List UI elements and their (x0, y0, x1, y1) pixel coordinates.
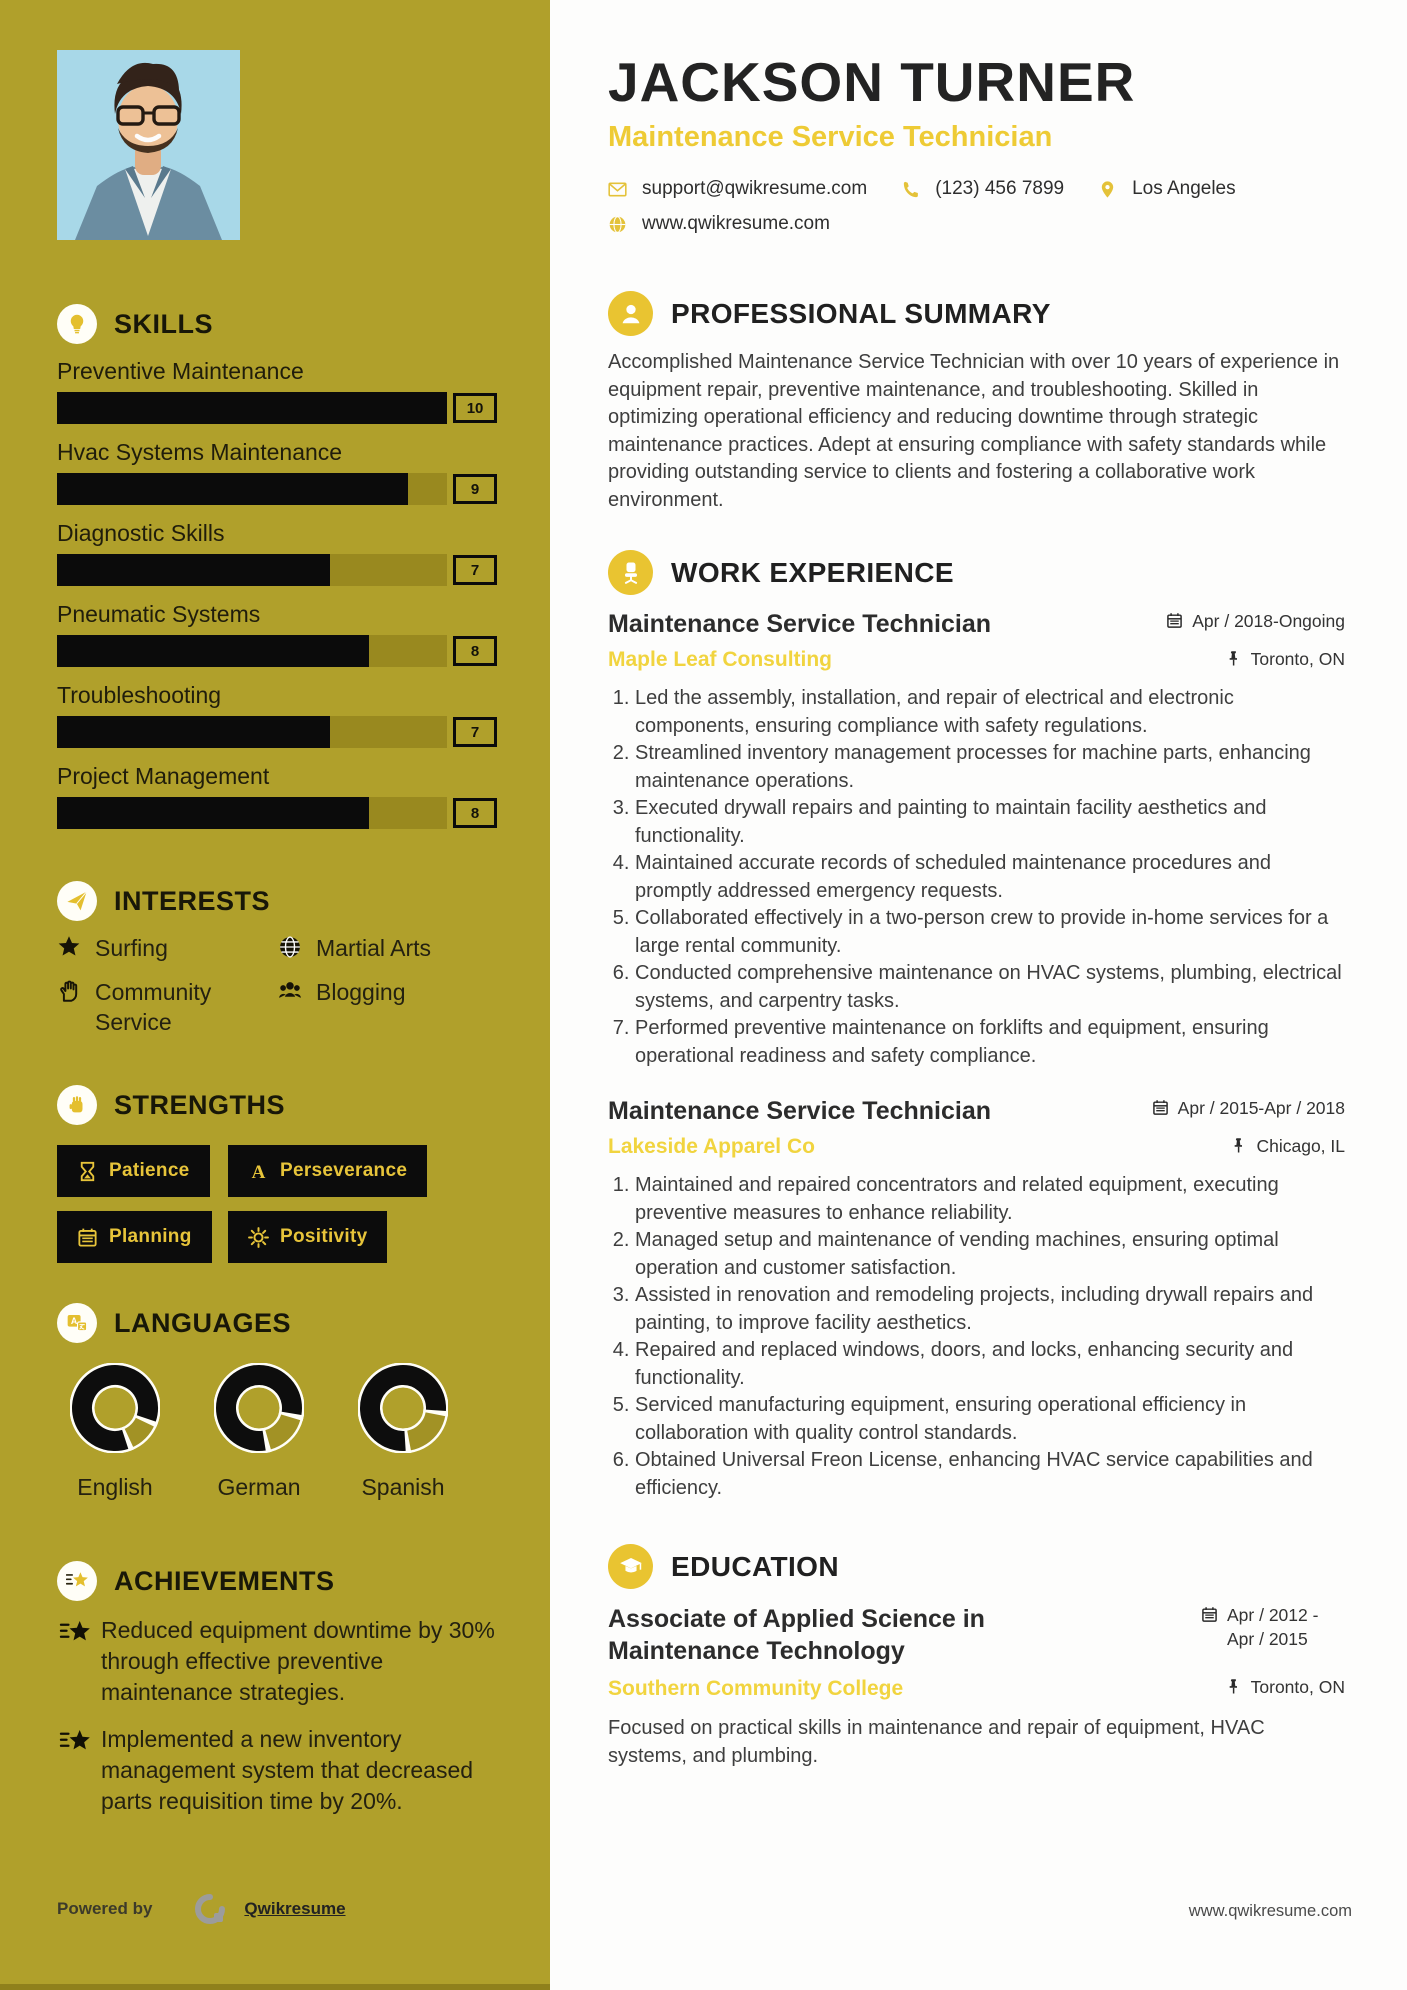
job-bullet: 7. Performed preventive maintenance on forklifts and equipment, ensuring operational readiness and safety compliance. (635, 1015, 1345, 1070)
calendar-icon (77, 1227, 98, 1248)
skill-label: Preventive Maintenance (57, 358, 304, 384)
skill-item (57, 599, 497, 667)
skill-item (57, 437, 497, 505)
education-degree: Associate of Applied Science in Maintenance Technology (608, 1605, 985, 1665)
language-donut-chart (70, 1363, 160, 1453)
summary-text: Accomplished Maintenance Service Technician with over 10 years of experience in equipment repair, preventive maintenance, and troubleshooting. Skilled in optimizing operational efficiency and reducing downtime through strategic maintenance practices. Adept at ensuring compliance with safety standards while providing outstanding service to clients and fostering a collaborative work environment. (608, 351, 1340, 511)
lightbulb-icon (57, 304, 97, 344)
fist-icon (57, 1085, 97, 1125)
footer-site-url: www.qwikresume.com (1188, 1902, 1352, 1920)
education-title: EDUCATION (671, 1550, 839, 1582)
job-bullet: 5. Serviced manufacturing equipment, ensuring operational efficiency in collaboration with quality control standards. (635, 1392, 1345, 1447)
qwikresume-logo (194, 1893, 226, 1925)
job-bullet: 5. Collaborated effectively in a two-person crew to provide in-home services for a large rental community. (635, 905, 1345, 960)
shooting-star-icon (57, 1724, 101, 1817)
language-item (358, 1363, 448, 1501)
strength-chip: Planning (57, 1211, 212, 1263)
job-role: Maintenance Service Technician (608, 610, 992, 638)
job-bullet: 2. Streamlined inventory management processes for machine parts, enhancing maintenance operations. (635, 740, 1345, 795)
candidate-name: JACKSON TURNER (608, 51, 1136, 113)
skill-label: Troubleshooting (57, 682, 222, 708)
job-company: Lakeside Apparel Co (608, 1135, 815, 1158)
skill-bar (57, 473, 447, 505)
skill-bar (57, 716, 447, 748)
interests-section (57, 881, 497, 1037)
hand-icon (57, 979, 83, 1005)
skill-value-badge: 8 (453, 636, 497, 666)
job-location: Chicago, IL (1230, 1134, 1345, 1158)
skill-bar (57, 635, 447, 667)
users-icon (278, 979, 304, 1005)
skill-value-badge: 10 (453, 393, 497, 423)
summary-title: PROFESSIONAL SUMMARY (671, 297, 1051, 329)
contact-phone: (123) 456 7899 (901, 178, 1064, 200)
strengths-title: STRENGTHS (114, 1089, 286, 1120)
contact-website: www.qwikresume.com (608, 213, 830, 235)
achievements-section (57, 1561, 497, 1817)
language-label: German (217, 1474, 301, 1500)
pushpin-icon (1230, 1137, 1247, 1154)
person-icon (608, 291, 653, 336)
contact-location: Los Angeles (1098, 178, 1236, 200)
job-bullet: 6. Obtained Universal Freon License, enhancing HVAC service capabilities and efficiency. (635, 1447, 1345, 1502)
skill-item (57, 356, 497, 424)
map-pin-icon (1098, 180, 1117, 199)
education-dates: Apr / 2012 - Apr / 2015 (1201, 1603, 1345, 1667)
skill-value-badge: 7 (453, 555, 497, 585)
skill-label: Pneumatic Systems (57, 601, 261, 627)
job-bullet: 4. Repaired and replaced windows, doors, and locks, enhancing security and functionality. (635, 1337, 1345, 1392)
skill-item (57, 680, 497, 748)
pushpin-icon (1225, 650, 1242, 667)
job-bullet: 2. Managed setup and maintenance of vending machines, ensuring optimal operation and customer satisfaction. (635, 1227, 1345, 1282)
skill-value-badge: 7 (453, 717, 497, 747)
main-column (608, 0, 1345, 1770)
job-location: Toronto, ON (1225, 647, 1345, 671)
powered-by: Powered by Qwikresume (57, 1893, 346, 1925)
profile-photo (57, 50, 240, 240)
job-entry (608, 609, 1345, 1070)
contact-info (608, 178, 1345, 235)
skill-label: Diagnostic Skills (57, 520, 225, 546)
interest-item: Blogging (278, 977, 497, 1037)
summary-section (608, 291, 1345, 514)
job-role: Maintenance Service Technician (608, 1097, 992, 1125)
strength-chip: Positivity (228, 1211, 387, 1263)
candidate-title: Maintenance Service Technician (608, 121, 1053, 153)
strength-chip: Patience (57, 1145, 210, 1197)
language-donut-chart (214, 1363, 304, 1453)
qwikresume-link[interactable]: Qwikresume (244, 1899, 346, 1918)
translate-icon (57, 1303, 97, 1343)
skills-section (57, 304, 497, 829)
job-bullet-list (608, 1172, 1345, 1502)
skill-item (57, 761, 497, 829)
office-chair-icon (608, 550, 653, 595)
paper-plane-icon (57, 881, 97, 921)
calendar-icon (1201, 1606, 1218, 1623)
calendar-icon (1152, 1099, 1169, 1116)
skill-value-badge: 8 (453, 798, 497, 828)
globe-icon (608, 215, 627, 234)
calendar-icon (1166, 612, 1183, 629)
job-entry (608, 1096, 1345, 1502)
envelope-icon (608, 180, 627, 199)
sidebar (0, 0, 550, 1990)
education-school: Southern Community College (608, 1677, 904, 1700)
phone-icon (901, 180, 920, 199)
contact-email: support@qwikresume.com (608, 178, 867, 200)
strengths-section (57, 1085, 497, 1263)
interest-item: Surfing (57, 933, 278, 963)
skill-bar (57, 554, 447, 586)
language-donut-chart (358, 1363, 448, 1453)
skill-bar (57, 392, 447, 424)
job-bullet: 4. Maintained accurate records of scheduled maintenance procedures and promptly addressed emergency requests. (635, 850, 1345, 905)
language-label: Spanish (361, 1474, 445, 1500)
star-icon (57, 935, 83, 961)
language-item (214, 1363, 304, 1501)
achievement-item: Reduced equipment downtime by 30% through effective preventive maintenance strategies. (57, 1615, 497, 1708)
profile-photo-illustration (57, 50, 240, 240)
sun-icon (248, 1227, 269, 1248)
interest-item: Community Service (57, 977, 278, 1037)
skill-value-badge: 9 (453, 474, 497, 504)
experience-title: WORK EXPERIENCE (671, 556, 954, 588)
job-company: Maple Leaf Consulting (608, 648, 833, 671)
education-description: Focused on practical skills in maintenance and repair of equipment, HVAC systems, and plumbing. (608, 1717, 1265, 1767)
shooting-star-icon (57, 1615, 101, 1708)
skill-label: Hvac Systems Maintenance (57, 439, 343, 465)
interest-item: Martial Arts (278, 933, 497, 963)
skill-item (57, 518, 497, 586)
job-bullet: 3. Assisted in renovation and remodeling projects, including drywall repairs and painting, to improve facility aesthetics. (635, 1282, 1345, 1337)
hourglass-icon (77, 1161, 98, 1182)
skills-title: SKILLS (114, 308, 214, 339)
languages-title: LANGUAGES (114, 1307, 292, 1338)
achievement-item: Implemented a new inventory management system that decreased parts requisition time by 20%. (57, 1724, 497, 1817)
languages-section (57, 1303, 497, 1501)
achievements-title: ACHIEVEMENTS (114, 1565, 335, 1596)
job-bullet: 6. Conducted comprehensive maintenance on HVAC systems, plumbing, electrical systems, and carpentry tasks. (635, 960, 1345, 1015)
education-section (608, 1544, 1345, 1770)
job-bullet: 1. Maintained and repaired concentrators and related equipment, executing preventive measures to enhance reliability. (635, 1172, 1345, 1227)
language-label: English (77, 1474, 153, 1500)
shooting-star-icon (57, 1561, 97, 1601)
graduate-icon (608, 1544, 653, 1589)
skill-label: Project Management (57, 763, 270, 789)
globe-icon (278, 935, 304, 961)
job-dates: Apr / 2018-Ongoing (1166, 609, 1345, 633)
education-location: Toronto, ON (1225, 1675, 1345, 1703)
job-bullet: 3. Executed drywall repairs and painting to maintain facility aesthetics and functionality. (635, 795, 1345, 850)
job-bullet-list (608, 685, 1345, 1070)
job-bullet: 1. Led the assembly, installation, and repair of electrical and electronic components, ensuring compliance with safety regulations. (635, 685, 1345, 740)
experience-section (608, 550, 1345, 1502)
pushpin-icon (1225, 1678, 1242, 1695)
language-item (70, 1363, 160, 1501)
skill-bar (57, 797, 447, 829)
interests-title: INTERESTS (114, 885, 271, 916)
letter-a-icon (248, 1161, 269, 1182)
job-dates: Apr / 2015-Apr / 2018 (1152, 1096, 1345, 1120)
strength-chip: Perseverance (228, 1145, 427, 1197)
